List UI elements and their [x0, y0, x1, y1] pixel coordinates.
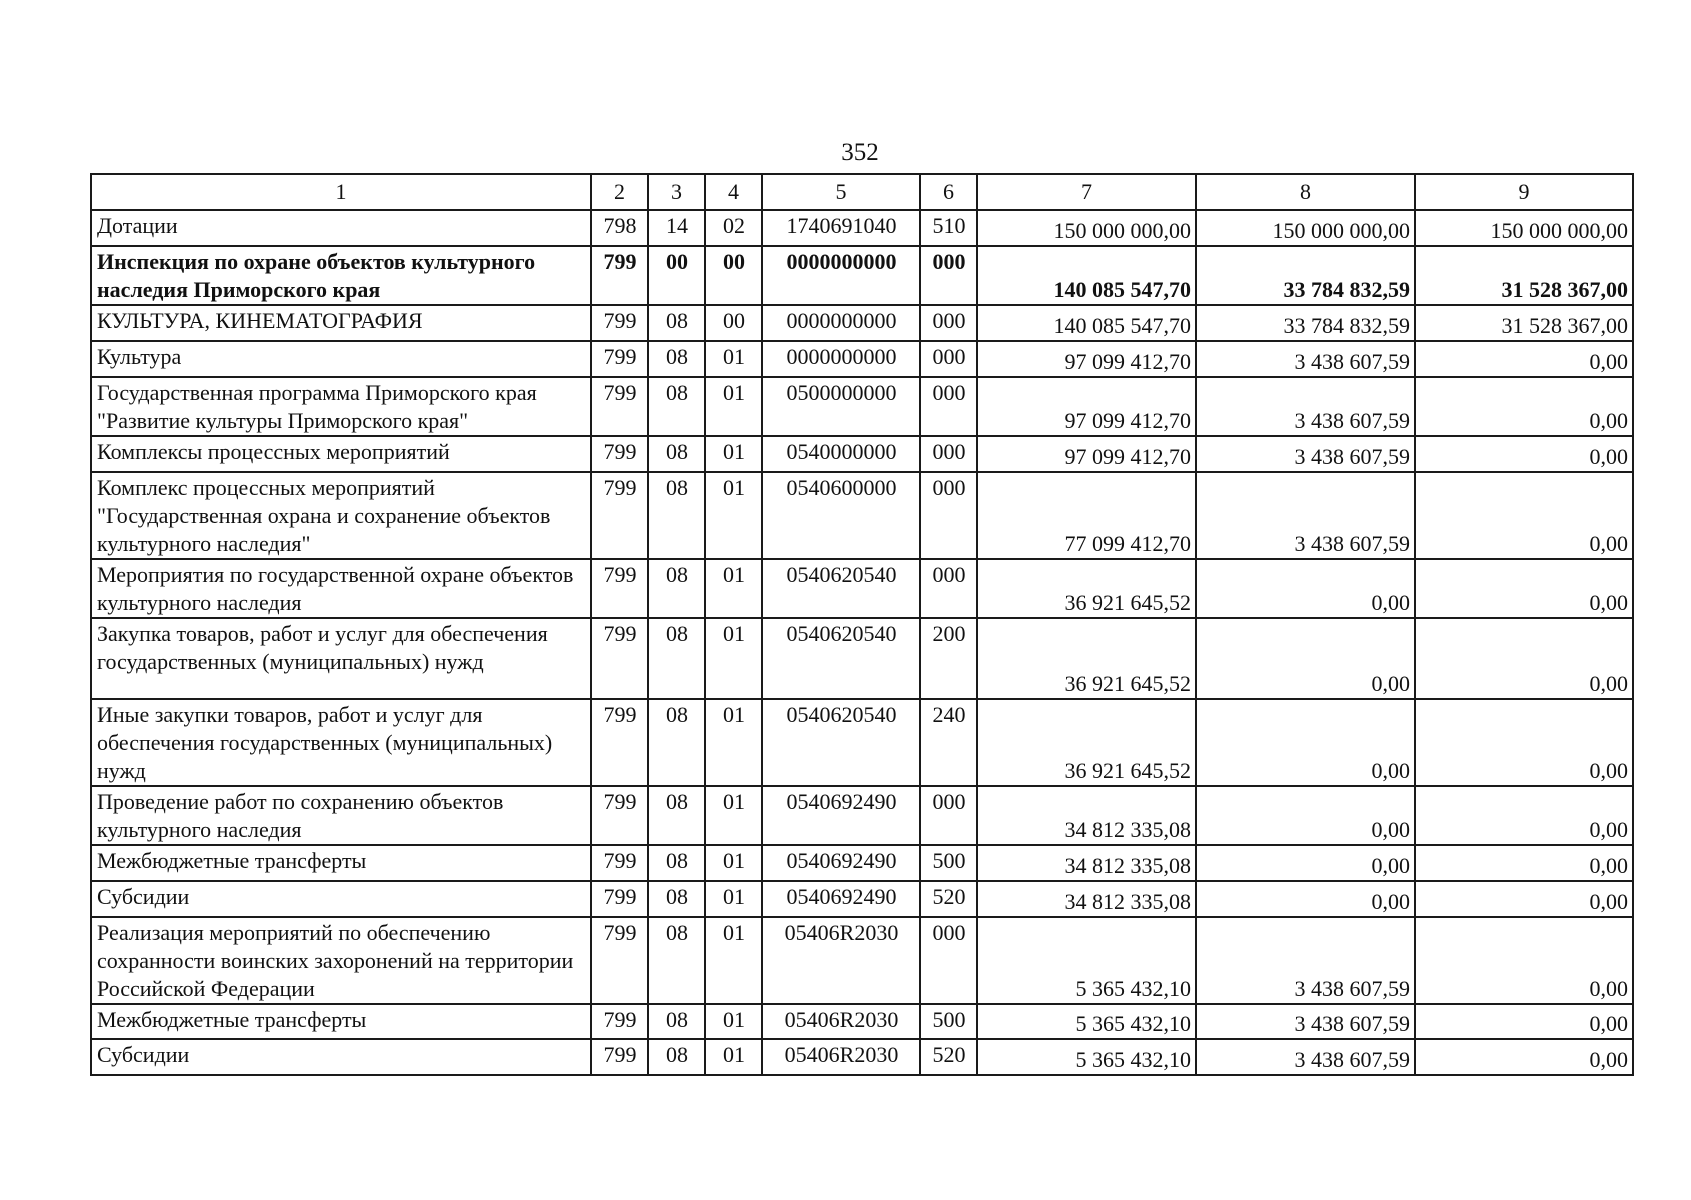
column-header: 7: [977, 174, 1196, 210]
amount-col-7: 36 921 645,52: [977, 699, 1196, 786]
amount-col-7: 34 812 335,08: [977, 881, 1196, 917]
target-article-code: 0540692490: [762, 881, 920, 917]
section-code: 08: [648, 472, 705, 559]
chapter-code: 799: [591, 246, 648, 305]
chapter-code: 799: [591, 436, 648, 472]
table-row: [91, 786, 1633, 845]
item-name: Субсидии: [91, 881, 591, 917]
expense-type-code: 000: [920, 246, 977, 305]
amount-col-8: 0,00: [1196, 559, 1415, 618]
amount-col-8: 0,00: [1196, 845, 1415, 881]
section-code: 14: [648, 210, 705, 246]
amount-col-9: 31 528 367,00: [1415, 246, 1633, 305]
table-body: [91, 210, 1633, 1075]
item-name: Межбюджетные трансферты: [91, 1004, 591, 1039]
target-article-code: 0540620540: [762, 559, 920, 618]
expense-type-code: 000: [920, 917, 977, 1004]
column-number-row: [91, 174, 1633, 210]
amount-col-8: 3 438 607,59: [1196, 472, 1415, 559]
chapter-code: 799: [591, 699, 648, 786]
amount-col-8: 3 438 607,59: [1196, 341, 1415, 377]
target-article-code: 0540000000: [762, 436, 920, 472]
item-name: Мероприятия по государственной охране объектов культурного наследия: [91, 559, 591, 618]
expense-type-code: 000: [920, 341, 977, 377]
table-row: [91, 699, 1633, 786]
subsection-code: 01: [705, 845, 762, 881]
target-article-code: 05406R2030: [762, 1004, 920, 1039]
amount-col-9: 0,00: [1415, 341, 1633, 377]
section-code: 08: [648, 845, 705, 881]
amount-col-7: 140 085 547,70: [977, 305, 1196, 341]
expense-type-code: 000: [920, 472, 977, 559]
expense-type-code: 520: [920, 1039, 977, 1075]
amount-col-8: 0,00: [1196, 699, 1415, 786]
subsection-code: 01: [705, 618, 762, 699]
target-article-code: 0540620540: [762, 699, 920, 786]
amount-col-7: 97 099 412,70: [977, 436, 1196, 472]
item-name: Дотации: [91, 210, 591, 246]
item-name: Закупка товаров, работ и услуг для обеспечения государственных (муниципальных) нужд: [91, 618, 591, 699]
target-article-code: 0540620540: [762, 618, 920, 699]
amount-col-9: 0,00: [1415, 377, 1633, 436]
amount-col-9: 0,00: [1415, 559, 1633, 618]
amount-col-9: 0,00: [1415, 786, 1633, 845]
item-name: Субсидии: [91, 1039, 591, 1075]
section-code: 08: [648, 559, 705, 618]
column-header: 4: [705, 174, 762, 210]
amount-col-8: 3 438 607,59: [1196, 436, 1415, 472]
chapter-code: 799: [591, 341, 648, 377]
subsection-code: 01: [705, 341, 762, 377]
amount-col-7: 34 812 335,08: [977, 845, 1196, 881]
chapter-code: 799: [591, 305, 648, 341]
amount-col-9: 31 528 367,00: [1415, 305, 1633, 341]
amount-col-7: 5 365 432,10: [977, 1004, 1196, 1039]
expense-type-code: 000: [920, 559, 977, 618]
chapter-code: 799: [591, 1039, 648, 1075]
expense-type-code: 500: [920, 845, 977, 881]
expense-type-code: 000: [920, 436, 977, 472]
amount-col-8: 0,00: [1196, 618, 1415, 699]
subsection-code: 01: [705, 917, 762, 1004]
section-code: 08: [648, 436, 705, 472]
amount-col-8: 33 784 832,59: [1196, 305, 1415, 341]
amount-col-9: 0,00: [1415, 1039, 1633, 1075]
expense-type-code: 500: [920, 1004, 977, 1039]
amount-col-8: 3 438 607,59: [1196, 917, 1415, 1004]
amount-col-7: 77 099 412,70: [977, 472, 1196, 559]
item-name: КУЛЬТУРА, КИНЕМАТОГРАФИЯ: [91, 305, 591, 341]
section-code: 08: [648, 341, 705, 377]
table-row: [91, 1039, 1633, 1075]
amount-col-8: 3 438 607,59: [1196, 1004, 1415, 1039]
item-name: Комплекс процессных мероприятий "Государственная охрана и сохранение объектов культурного наследия": [91, 472, 591, 559]
amount-col-8: 3 438 607,59: [1196, 1039, 1415, 1075]
amount-col-9: 0,00: [1415, 436, 1633, 472]
chapter-code: 799: [591, 472, 648, 559]
chapter-code: 799: [591, 786, 648, 845]
page-number: 352: [841, 139, 879, 166]
item-name: Проведение работ по сохранению объектов культурного наследия: [91, 786, 591, 845]
target-article-code: 0000000000: [762, 305, 920, 341]
amount-col-8: 150 000 000,00: [1196, 210, 1415, 246]
target-article-code: 0000000000: [762, 246, 920, 305]
table-row: [91, 436, 1633, 472]
chapter-code: 799: [591, 377, 648, 436]
target-article-code: 05406R2030: [762, 1039, 920, 1075]
subsection-code: 01: [705, 377, 762, 436]
subsection-code: 01: [705, 1039, 762, 1075]
item-name: Государственная программа Приморского края "Развитие культуры Приморского края": [91, 377, 591, 436]
table-row: [91, 917, 1633, 1004]
section-code: 08: [648, 881, 705, 917]
subsection-code: 01: [705, 472, 762, 559]
target-article-code: 0000000000: [762, 341, 920, 377]
section-code: 08: [648, 1004, 705, 1039]
amount-col-8: 0,00: [1196, 881, 1415, 917]
column-header: 2: [591, 174, 648, 210]
amount-col-8: 0,00: [1196, 786, 1415, 845]
expense-type-code: 240: [920, 699, 977, 786]
expense-type-code: 520: [920, 881, 977, 917]
subsection-code: 01: [705, 436, 762, 472]
section-code: 08: [648, 618, 705, 699]
subsection-code: 01: [705, 786, 762, 845]
item-name: Культура: [91, 341, 591, 377]
amount-col-7: 5 365 432,10: [977, 1039, 1196, 1075]
table-row: [91, 246, 1633, 305]
table-row: [91, 377, 1633, 436]
column-header: 9: [1415, 174, 1633, 210]
item-name: Реализация мероприятий по обеспечению сохранности воинских захоронений на территории Российской Федерации: [91, 917, 591, 1004]
table-row: [91, 341, 1633, 377]
item-name: Комплексы процессных мероприятий: [91, 436, 591, 472]
chapter-code: 798: [591, 210, 648, 246]
subsection-code: 01: [705, 559, 762, 618]
item-name: Иные закупки товаров, работ и услуг для обеспечения государственных (муниципальных) нужд: [91, 699, 591, 786]
table-row: [91, 845, 1633, 881]
chapter-code: 799: [591, 881, 648, 917]
chapter-code: 799: [591, 559, 648, 618]
target-article-code: 0540692490: [762, 786, 920, 845]
expense-type-code: 000: [920, 786, 977, 845]
table-row: [91, 305, 1633, 341]
subsection-code: 01: [705, 699, 762, 786]
amount-col-7: 36 921 645,52: [977, 559, 1196, 618]
amount-col-7: 97 099 412,70: [977, 377, 1196, 436]
budget-table: [90, 173, 1634, 1076]
chapter-code: 799: [591, 618, 648, 699]
target-article-code: 0500000000: [762, 377, 920, 436]
amount-col-9: 0,00: [1415, 472, 1633, 559]
amount-col-7: 34 812 335,08: [977, 786, 1196, 845]
amount-col-9: 150 000 000,00: [1415, 210, 1633, 246]
expense-type-code: 510: [920, 210, 977, 246]
column-header: 8: [1196, 174, 1415, 210]
expense-type-code: 000: [920, 377, 977, 436]
section-code: 08: [648, 786, 705, 845]
table-row: [91, 618, 1633, 699]
amount-col-7: 5 365 432,10: [977, 917, 1196, 1004]
column-header: 1: [91, 174, 591, 210]
table-row: [91, 559, 1633, 618]
amount-col-7: 36 921 645,52: [977, 618, 1196, 699]
amount-col-9: 0,00: [1415, 1004, 1633, 1039]
subsection-code: 00: [705, 305, 762, 341]
amount-col-9: 0,00: [1415, 881, 1633, 917]
amount-col-8: 33 784 832,59: [1196, 246, 1415, 305]
amount-col-7: 140 085 547,70: [977, 246, 1196, 305]
section-code: 08: [648, 305, 705, 341]
table-row: [91, 1004, 1633, 1039]
chapter-code: 799: [591, 917, 648, 1004]
target-article-code: 0540600000: [762, 472, 920, 559]
column-header: 5: [762, 174, 920, 210]
amount-col-9: 0,00: [1415, 845, 1633, 881]
target-article-code: 1740691040: [762, 210, 920, 246]
expense-type-code: 200: [920, 618, 977, 699]
table-row: [91, 881, 1633, 917]
subsection-code: 01: [705, 1004, 762, 1039]
subsection-code: 02: [705, 210, 762, 246]
section-code: 08: [648, 1039, 705, 1075]
item-name: Межбюджетные трансферты: [91, 845, 591, 881]
amount-col-8: 3 438 607,59: [1196, 377, 1415, 436]
target-article-code: 05406R2030: [762, 917, 920, 1004]
section-code: 08: [648, 699, 705, 786]
expense-type-code: 000: [920, 305, 977, 341]
amount-col-9: 0,00: [1415, 917, 1633, 1004]
amount-col-7: 150 000 000,00: [977, 210, 1196, 246]
chapter-code: 799: [591, 1004, 648, 1039]
column-header: 3: [648, 174, 705, 210]
subsection-code: 00: [705, 246, 762, 305]
table-row: [91, 210, 1633, 246]
section-code: 00: [648, 246, 705, 305]
item-name: Инспекция по охране объектов культурного наследия Приморского края: [91, 246, 591, 305]
column-header: 6: [920, 174, 977, 210]
table-row: [91, 472, 1633, 559]
subsection-code: 01: [705, 881, 762, 917]
target-article-code: 0540692490: [762, 845, 920, 881]
amount-col-7: 97 099 412,70: [977, 341, 1196, 377]
section-code: 08: [648, 377, 705, 436]
section-code: 08: [648, 917, 705, 1004]
amount-col-9: 0,00: [1415, 618, 1633, 699]
amount-col-9: 0,00: [1415, 699, 1633, 786]
chapter-code: 799: [591, 845, 648, 881]
